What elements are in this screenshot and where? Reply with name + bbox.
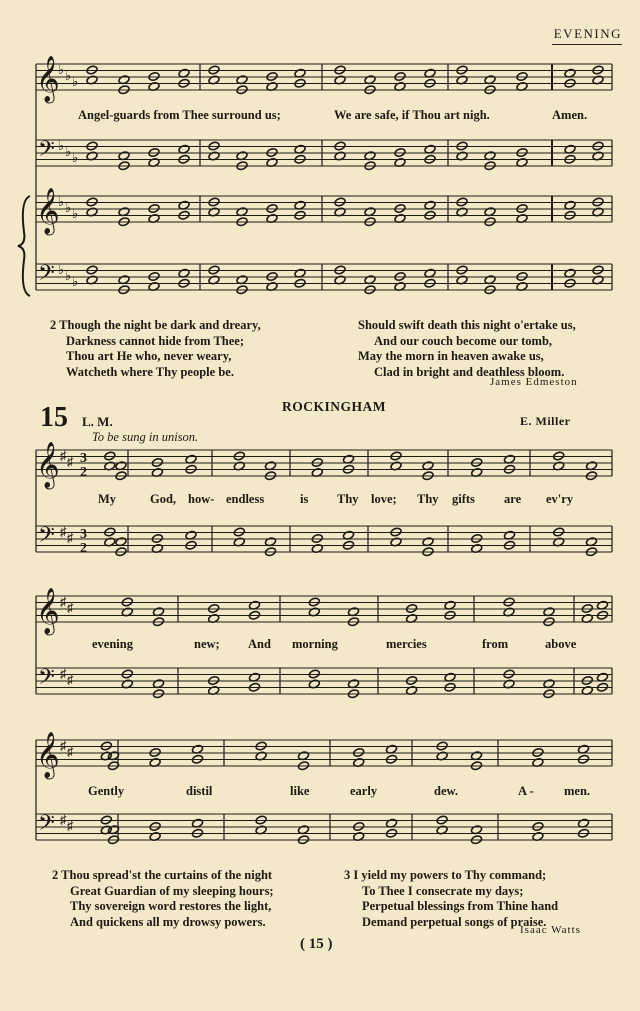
key-signature: ♭ — [72, 150, 79, 165]
hymn14-lyric-3: Amen. — [552, 108, 588, 122]
treble-clef: 𝄞 — [36, 588, 60, 634]
hymn-number: 15 — [40, 402, 68, 433]
lyric: Thy — [337, 492, 359, 506]
hymn14-stanza-2-right — [358, 318, 576, 380]
bass-clef: 𝄢 — [38, 811, 55, 841]
bass-clef: 𝄢 — [38, 523, 55, 553]
lyric: above — [545, 637, 577, 651]
lyric: Thy — [417, 492, 439, 506]
time-signature: 3 — [80, 451, 87, 466]
verse-line: Perpetual blessings from Thine hand — [362, 899, 559, 913]
key-signature: ♭ — [58, 194, 65, 209]
verse-line: 2 Though the night be dark and dreary, — [50, 318, 261, 332]
lyric: morning — [292, 637, 338, 651]
bass-clef: 𝄢 — [38, 261, 55, 291]
page-number: ( 15 ) — [300, 936, 333, 952]
performance-direction: To be sung in unison. — [92, 430, 199, 444]
lyric: is — [300, 492, 309, 506]
key-signature: ♭ — [65, 200, 72, 215]
verse-line: Should swift death this night o'ertake us, — [358, 318, 576, 332]
key-signature: ♭ — [58, 62, 65, 77]
hymn14-lyric-2: We are safe, if Thou art nigh. — [334, 108, 490, 122]
key-signature: ♯ — [60, 524, 67, 539]
key-signature: ♭ — [72, 274, 79, 289]
verse-line: Great Guardian of my sleeping hours; — [70, 883, 274, 898]
key-signature: ♭ — [65, 144, 72, 159]
lyric: how- — [188, 492, 215, 506]
key-signature: ♭ — [58, 138, 65, 153]
hymn14-lyric-1: Angel-guards from Thee surround us; — [78, 108, 281, 122]
key-signature: ♯ — [60, 448, 67, 463]
verse-line: Thou art He who, never weary, — [66, 349, 232, 363]
bass-clef: 𝄢 — [38, 665, 55, 695]
hymn14-score-top — [0, 0, 640, 305]
key-signature: ♯ — [67, 600, 74, 615]
time-signature: 2 — [80, 541, 87, 556]
treble-clef: 𝄞 — [36, 442, 60, 488]
lyric: God, — [150, 492, 177, 506]
treble-clef: 𝄞 — [36, 732, 60, 778]
key-signature: ♯ — [60, 594, 67, 609]
lyric: Gently — [88, 784, 125, 798]
verse-line: Clad in bright and deathless bloom. — [374, 364, 565, 379]
treble-clef: 𝄞 — [36, 56, 60, 102]
key-signature: ♭ — [72, 74, 79, 89]
hymn14-stanza-2-left — [50, 318, 261, 380]
lyric: ev'ry — [546, 492, 574, 506]
key-signature: ♭ — [65, 268, 72, 283]
hymn15-score — [0, 436, 640, 876]
lyric: My — [98, 492, 117, 506]
key-signature: ♯ — [67, 530, 74, 545]
lyric: dew. — [434, 784, 458, 798]
lyric: endless — [226, 492, 265, 506]
bass-clef: 𝄢 — [38, 137, 55, 167]
verse-line: And quickens all my drowsy powers. — [70, 914, 266, 929]
lyric: love; — [371, 492, 397, 506]
key-signature: ♯ — [60, 738, 67, 753]
verse-line: To Thee I consecrate my days; — [362, 883, 524, 898]
verse-line: Watcheth where Thy people be. — [66, 364, 234, 379]
lyric: are — [504, 492, 522, 506]
lyric: from — [482, 637, 509, 651]
time-signature: 2 — [80, 465, 87, 480]
lyric: early — [350, 784, 378, 798]
verse-line: May the morn in heaven awake us, — [358, 349, 544, 363]
key-signature: ♭ — [65, 68, 72, 83]
treble-clef: 𝄞 — [36, 188, 60, 234]
tune-title: ROCKINGHAM — [282, 399, 386, 414]
time-signature: 3 — [80, 527, 87, 542]
verse-line: Thy sovereign word restores the light, — [70, 899, 272, 913]
lyric: And — [248, 637, 271, 651]
verse-line: 3 I yield my powers to Thy command; — [344, 868, 547, 882]
key-signature: ♭ — [72, 206, 79, 221]
lyric: distil — [186, 784, 213, 798]
lyric: gifts — [452, 492, 475, 506]
lyric: men. — [564, 784, 591, 798]
key-signature: ♯ — [67, 672, 74, 687]
lyric: new; — [194, 637, 220, 651]
verse-line: Darkness cannot hide from Thee; — [66, 333, 245, 348]
verse-line: And our couch become our tomb, — [374, 333, 553, 348]
key-signature: ♯ — [67, 818, 74, 833]
lyric: evening — [92, 637, 133, 651]
hymn14-author: James Edmeston — [490, 376, 578, 388]
key-signature: ♭ — [58, 262, 65, 277]
key-signature: ♯ — [67, 744, 74, 759]
hymn-meter: L. M. — [82, 414, 113, 429]
verse-line: Demand perpetual songs of praise. — [362, 914, 547, 929]
lyric: mercies — [386, 637, 427, 651]
composer: E. Miller — [520, 414, 571, 428]
brace — [18, 196, 30, 296]
hymn15-stanza-3 — [344, 868, 558, 930]
section-header: EVENING — [553, 26, 622, 41]
key-signature: ♯ — [67, 454, 74, 469]
lyric: like — [290, 784, 310, 798]
key-signature: ♯ — [60, 812, 67, 827]
hymn15-author: Isaac Watts — [520, 924, 581, 936]
hymn15-stanza-2 — [52, 868, 274, 930]
key-signature: ♯ — [60, 666, 67, 681]
lyric: A - — [518, 784, 534, 798]
verse-line: 2 Thou spread'st the curtains of the night — [52, 868, 273, 882]
